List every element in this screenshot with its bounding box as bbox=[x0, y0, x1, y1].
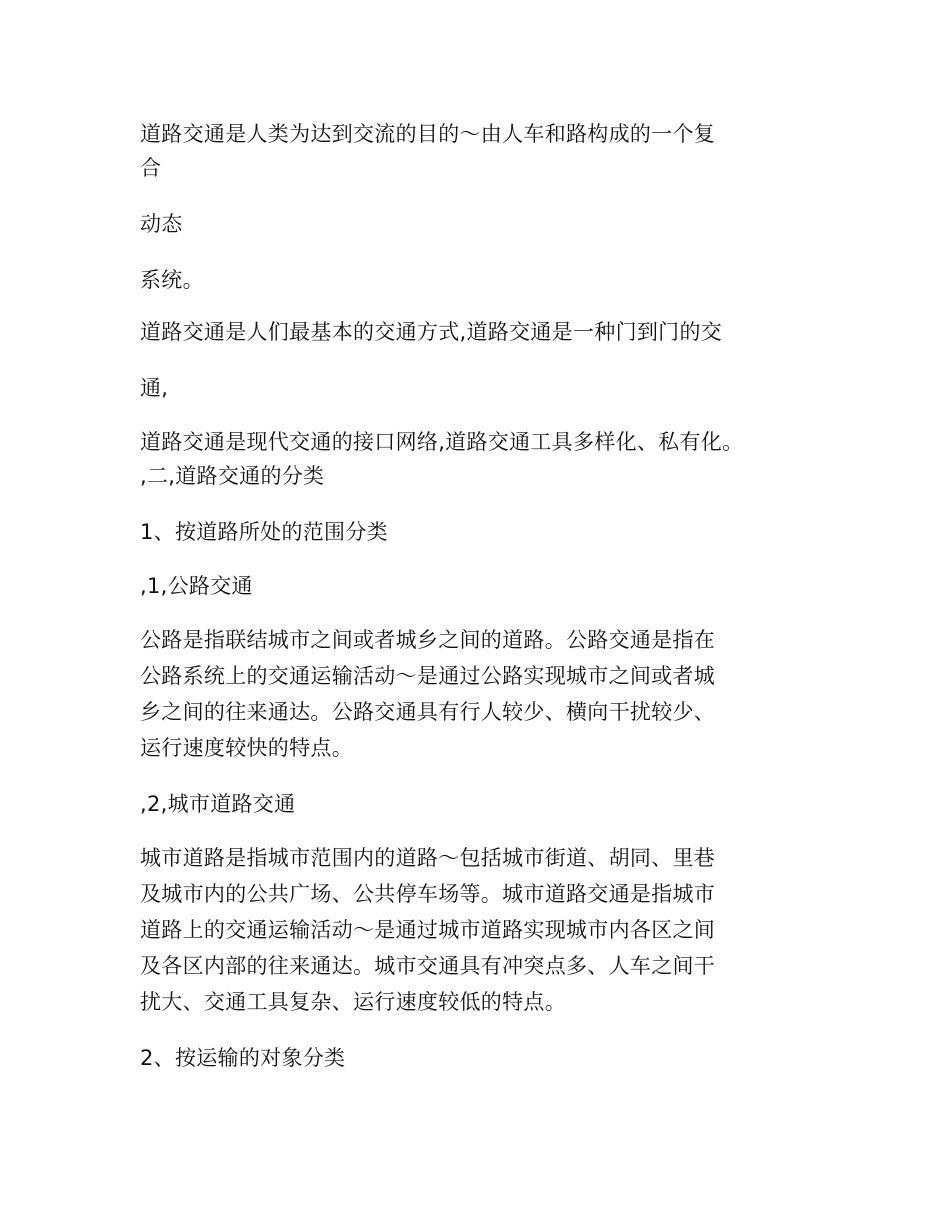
text-line: 公路是指联结城市之间或者城乡之间的道路。公路交通是指在 bbox=[140, 628, 716, 652]
text-line: 道路交通是人们最基本的交通方式,道路交通是一种门到门的交 bbox=[140, 320, 723, 344]
text-line: 合 bbox=[140, 156, 162, 180]
text-line: 乡之间的往来通达。公路交通具有行人较少、横向干扰较少、 bbox=[140, 700, 716, 724]
text-line: 扰大、交通工具复杂、运行速度较低的特点。 bbox=[140, 990, 566, 1014]
section-heading: 2、按运输的对象分类 bbox=[140, 1046, 346, 1070]
text-line: 系统。 bbox=[140, 268, 204, 292]
text-line: 运行速度较快的特点。 bbox=[140, 736, 353, 760]
text-line: 道路上的交通运输活动～是通过城市道路实现城市内各区之间 bbox=[140, 918, 716, 942]
text-line: 道路交通是人类为达到交流的目的～由人车和路构成的一个复 bbox=[140, 122, 716, 146]
section-heading: 1、按道路所处的范围分类 bbox=[140, 520, 388, 544]
text-line: 动态 bbox=[140, 212, 183, 236]
text-line: 及各区内部的往来通达。城市交通具有冲突点多、人车之间干 bbox=[140, 954, 716, 978]
section-heading: ,二,道路交通的分类 bbox=[140, 464, 325, 488]
text-line: 城市道路是指城市范围内的道路～包括城市街道、胡同、里巷 bbox=[140, 846, 716, 870]
text-line: 道路交通是现代交通的接口网络,道路交通工具多样化、私有化。 bbox=[140, 430, 744, 454]
text-line: 及城市内的公共广场、公共停车场等。城市道路交通是指城市 bbox=[140, 882, 716, 906]
subsection-heading: ,2,城市道路交通 bbox=[140, 792, 296, 816]
text-line: 通, bbox=[140, 376, 169, 400]
text-line: 公路系统上的交通运输活动～是通过公路实现城市之间或者城 bbox=[140, 664, 716, 688]
subsection-heading: ,1,公路交通 bbox=[140, 574, 253, 598]
